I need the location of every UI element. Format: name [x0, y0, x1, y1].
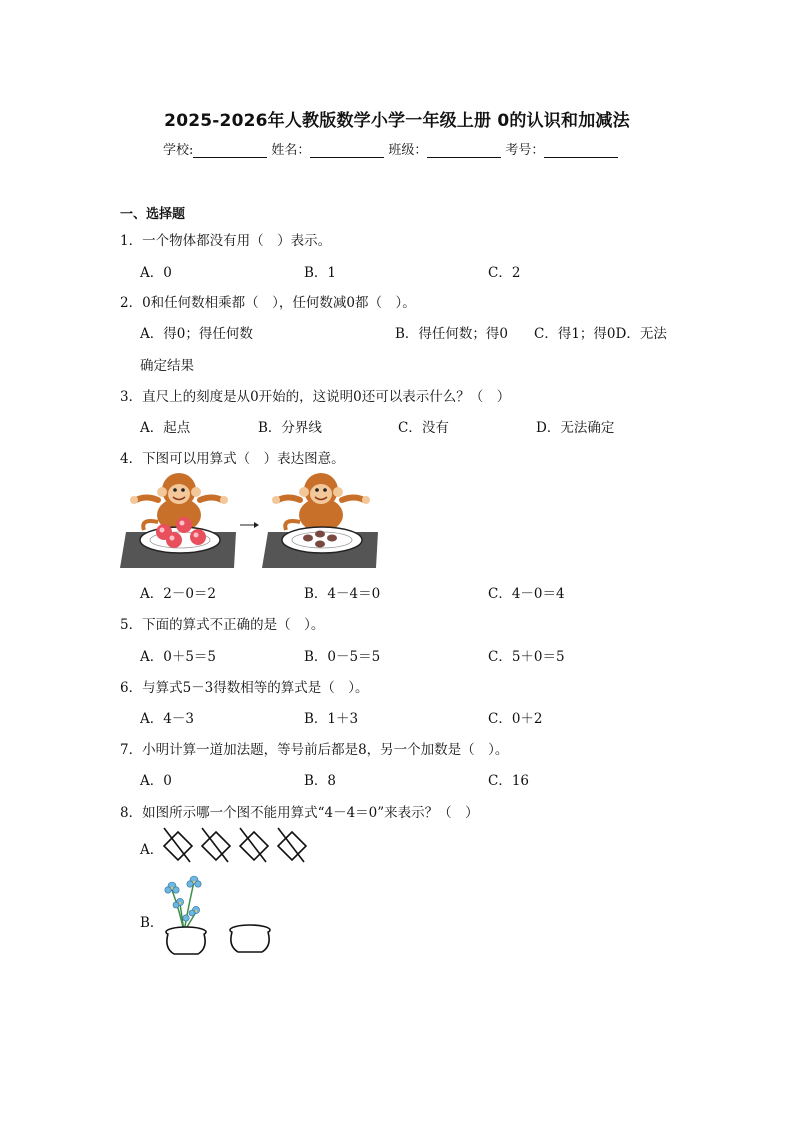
q7-option-b[interactable]: B．8	[304, 773, 337, 789]
q3-option-d[interactable]: D．无法确定	[536, 420, 615, 436]
monkey-with-empty-plate-scene	[262, 473, 378, 568]
q8-option-b[interactable]: B．	[140, 915, 164, 931]
question-7: 7．小明计算一道加法题，等号前后都是8，另一个加数是（ ）。	[120, 742, 509, 758]
exam-no-blank[interactable]	[544, 143, 618, 158]
q8-crossed-diamonds-figure	[160, 826, 310, 866]
exam-no-label: 考号：	[505, 143, 545, 158]
page-title: 2025-2026年人教版数学小学一年级上册 0的认识和加减法	[164, 111, 630, 131]
student-info-row	[163, 139, 622, 158]
question-8: 8．如图所示哪一个图不能用算式“4－4＝0”来表示？（ ）	[120, 805, 479, 821]
name-blank[interactable]	[310, 143, 384, 158]
q4-option-b[interactable]: B．4－4＝0	[304, 586, 381, 602]
class-blank[interactable]	[427, 143, 501, 158]
q6-option-a[interactable]: A．4－3	[140, 711, 194, 727]
crossed-diamond-4	[278, 828, 306, 862]
question-5: 5．下面的算式不正确的是（ ）。	[120, 617, 325, 633]
q3-option-c[interactable]: C．没有	[398, 420, 449, 436]
arrow-icon	[240, 522, 259, 528]
q4-monkey-illustration	[118, 470, 388, 570]
q1-option-c[interactable]: C．2	[488, 265, 521, 281]
school-blank[interactable]	[193, 143, 267, 158]
q5-option-a[interactable]: A．0＋5＝5	[140, 649, 217, 665]
crossed-diamond-3	[240, 828, 268, 862]
q2-option-b[interactable]: B．得任何数；得0	[395, 326, 509, 342]
school-label: 学校:	[163, 143, 194, 158]
crossed-diamond-1	[164, 828, 192, 862]
q6-option-b[interactable]: B．1＋3	[304, 711, 359, 727]
q7-option-a[interactable]: A．0	[140, 773, 172, 789]
q3-option-b[interactable]: B．分界线	[258, 420, 322, 436]
q6-option-c[interactable]: C．0＋2	[488, 711, 543, 727]
question-3: 3．直尺上的刻度是从0开始的，这说明0还可以表示什么？（ ）	[120, 389, 511, 405]
q8-vases-figure	[160, 872, 280, 962]
q2-option-a[interactable]: A．得0；得任何数	[140, 326, 253, 342]
q8-option-a[interactable]: A．	[140, 842, 164, 858]
q5-option-b[interactable]: B．0－5＝5	[304, 649, 381, 665]
question-6: 6．与算式5－3得数相等的算式是（ ）。	[120, 680, 369, 696]
monkey-with-peaches-scene	[120, 473, 236, 568]
q2-option-c-d[interactable]: C．得1；得0D．无法	[534, 326, 667, 342]
q1-option-b[interactable]: B．1	[304, 265, 337, 281]
crossed-diamond-2	[202, 828, 230, 862]
question-1: 1．一个物体都没有用（ ）表示。	[120, 233, 332, 249]
flower-vase	[165, 876, 206, 954]
q5-option-c[interactable]: C．5＋0＝5	[488, 649, 565, 665]
empty-vase	[230, 925, 270, 952]
q4-option-c[interactable]: C．4－0＝4	[488, 586, 565, 602]
q4-option-a[interactable]: A．2－0＝2	[140, 586, 217, 602]
question-4: 4．下图可以用算式（ ）表达图意。	[120, 451, 345, 467]
name-label: 姓名：	[271, 143, 311, 158]
section-title: 一、选择题	[120, 207, 186, 222]
question-2: 2．0和任何数相乘都（ ），任何数减0都（ ）。	[120, 295, 416, 311]
q7-option-c[interactable]: C．16	[488, 773, 530, 789]
q1-option-a[interactable]: A．0	[140, 265, 172, 281]
q3-option-a[interactable]: A．起点	[140, 420, 191, 436]
q2-option-d-continued: 确定结果	[140, 358, 194, 374]
class-label: 班级：	[388, 143, 428, 158]
